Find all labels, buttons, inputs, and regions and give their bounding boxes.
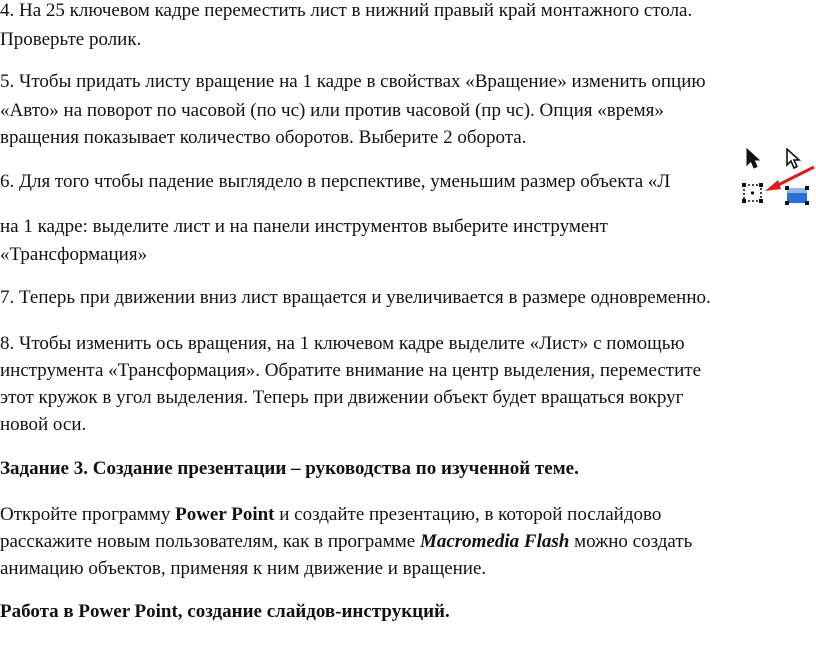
task3-line-1-text-c: и создайте презентацию, в которой послайдово [274, 504, 662, 525]
p5-line-1: 5. Чтобы придать листу вращение на 1 кадре в свойствах «Вращение» изменить опцию [0, 71, 706, 92]
power-point-name: Power Point [175, 504, 275, 525]
p4-line-1: 4. На 25 ключевом кадре переместить лист в нижний правый край монтажного стола. [0, 0, 693, 21]
p6-line-2: на 1 кадре: выделите лист и на панели инструментов выберите инструмент [0, 216, 608, 237]
red-pointer-arrow-icon [762, 164, 816, 194]
task3-line-3: анимацию объектов, применяя к ним движение и вращение. [0, 558, 487, 579]
p6-line-3: «Трансформация» [0, 244, 148, 265]
macromedia-flash-name: Macromedia Flash [419, 531, 570, 552]
p5-line-3: вращения показывает количество оборотов. Выберите 2 оборота. [0, 127, 527, 148]
p7-line-1: 7. Теперь при движении вниз лист вращается и увеличивается в размере одновременно. [0, 287, 711, 308]
p4-line-2: Проверьте ролик. [0, 29, 142, 50]
p8-line-2: инструмента «Трансформация». Обратите внимание на центр выделения, переместите [0, 360, 701, 381]
work-heading: Работа в Power Point, создание слайдов-инструкций. [0, 601, 450, 622]
p5-line-2: «Авто» на поворот по часовой (по чс) или против часовой (пр чс). Опция «время» [0, 100, 664, 121]
task3-line-2-text-a: расскажите новым пользователям, как в программе [0, 531, 420, 552]
p8-line-3: этот кружок в угол выделения. Теперь при движении объект будет вращаться вокруг [0, 387, 684, 408]
task3-line-1 [0, 504, 661, 526]
task3-line-2-text-c: можно создать [569, 531, 693, 552]
p6-line-1: 6. Для того чтобы падение выглядело в перспективе, уменьшим размер объекта «Л [0, 171, 671, 192]
p8-line-4: новой оси. [0, 414, 87, 435]
task3-line-2 [0, 531, 692, 553]
task3-heading: Задание 3. Создание презентации – руководства по изученной теме. [0, 458, 579, 479]
selection-arrow-icon [744, 148, 764, 170]
p8-line-1: 8. Чтобы изменить ось вращения, на 1 ключевом кадре выделите «Лист» с помощью [0, 333, 685, 354]
task3-line-1-text-a: Откройте программу [0, 504, 176, 525]
